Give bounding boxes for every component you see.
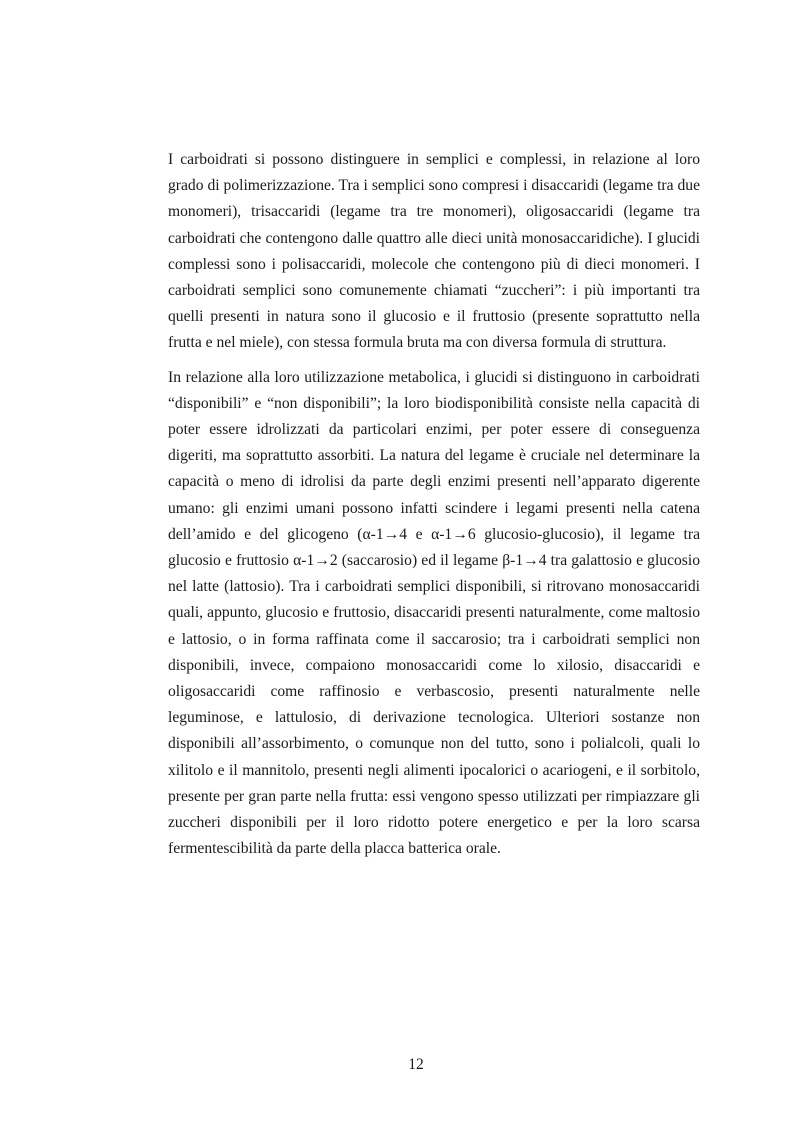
body-text bbox=[168, 147, 700, 870]
paragraph-carboidrati-classificazione: I carboidrati si possono distinguere in semplici e complessi, in relazione al loro grado di polimerizzazione. Tra i semplici sono compresi i disaccaridi (legame tra due monomeri), trisaccaridi (legame tra tre monomeri), oligosaccaridi (legame tra carboidrati che contengono dalle quattro alle dieci unità monosaccaridiche). I glucidi complessi sono i polisaccaridi, molecole che contengono più di dieci monomeri. I carboidrati semplici sono comunemente chiamati “zuccheri”: i più importanti tra quelli presenti in natura sono il glucosio e il fruttosio (presente soprattutto nella frutta e nel miele), con stessa formula bruta ma con diversa formula di struttura. bbox=[168, 151, 700, 352]
page-number: 12 bbox=[408, 1056, 424, 1073]
paragraph-utilizzazione-metabolica: In relazione alla loro utilizzazione metabolica, i glucidi si distinguono in carboidrati “disponibili” e “non disponibili”; la loro biodisponibilità consiste nella capacità di poter essere idrolizzati da particolari enzimi, per poter essere di conseguenza digeriti, ma soprattutto assorbiti. La natura del legame è cruciale nel determinare la capacità o meno di idrolisi da parte degli enzimi presenti nell’apparato digerente umano: gli enzimi umani possono infatti scindere i legami presenti nella catena dell’amido e del glicogeno (α-1→4 e α-1→6 glucosio-glucosio), il legame tra glucosio e fruttosio α-1→2 (saccarosio) ed il legame β-1→4 tra galattosio e glucosio nel latte (lattosio). Tra i carboidrati semplici disponibili, si ritrovano monosaccaridi quali, appunto, glucosio e fruttosio, disaccaridi presenti naturalmente, come maltosio e lattosio, o in forma raffinata come il saccarosio; tra i carboidrati semplici non disponibili, invece, compaiono monosaccaridi come lo xilosio, disaccaridi e oligosaccaridi come raffinosio e verbascosio, presenti naturalmente nelle leguminose, e lattulosio, di derivazione tecnologica. Ulteriori sostanze non disponibili all’assorbimento, o comunque non del tutto, sono i polialcoli, quali lo xilitolo e il mannitolo, presenti negli alimenti ipocalorici o acariogeni, e il sorbitolo, presente per gran parte nella frutta: essi vengono spesso utilizzati per rimpiazzare gli zuccheri disponibili per il loro ridotto potere energetico e per la loro scarsa fermentescibilità da parte della placca batterica orale. bbox=[168, 368, 700, 858]
